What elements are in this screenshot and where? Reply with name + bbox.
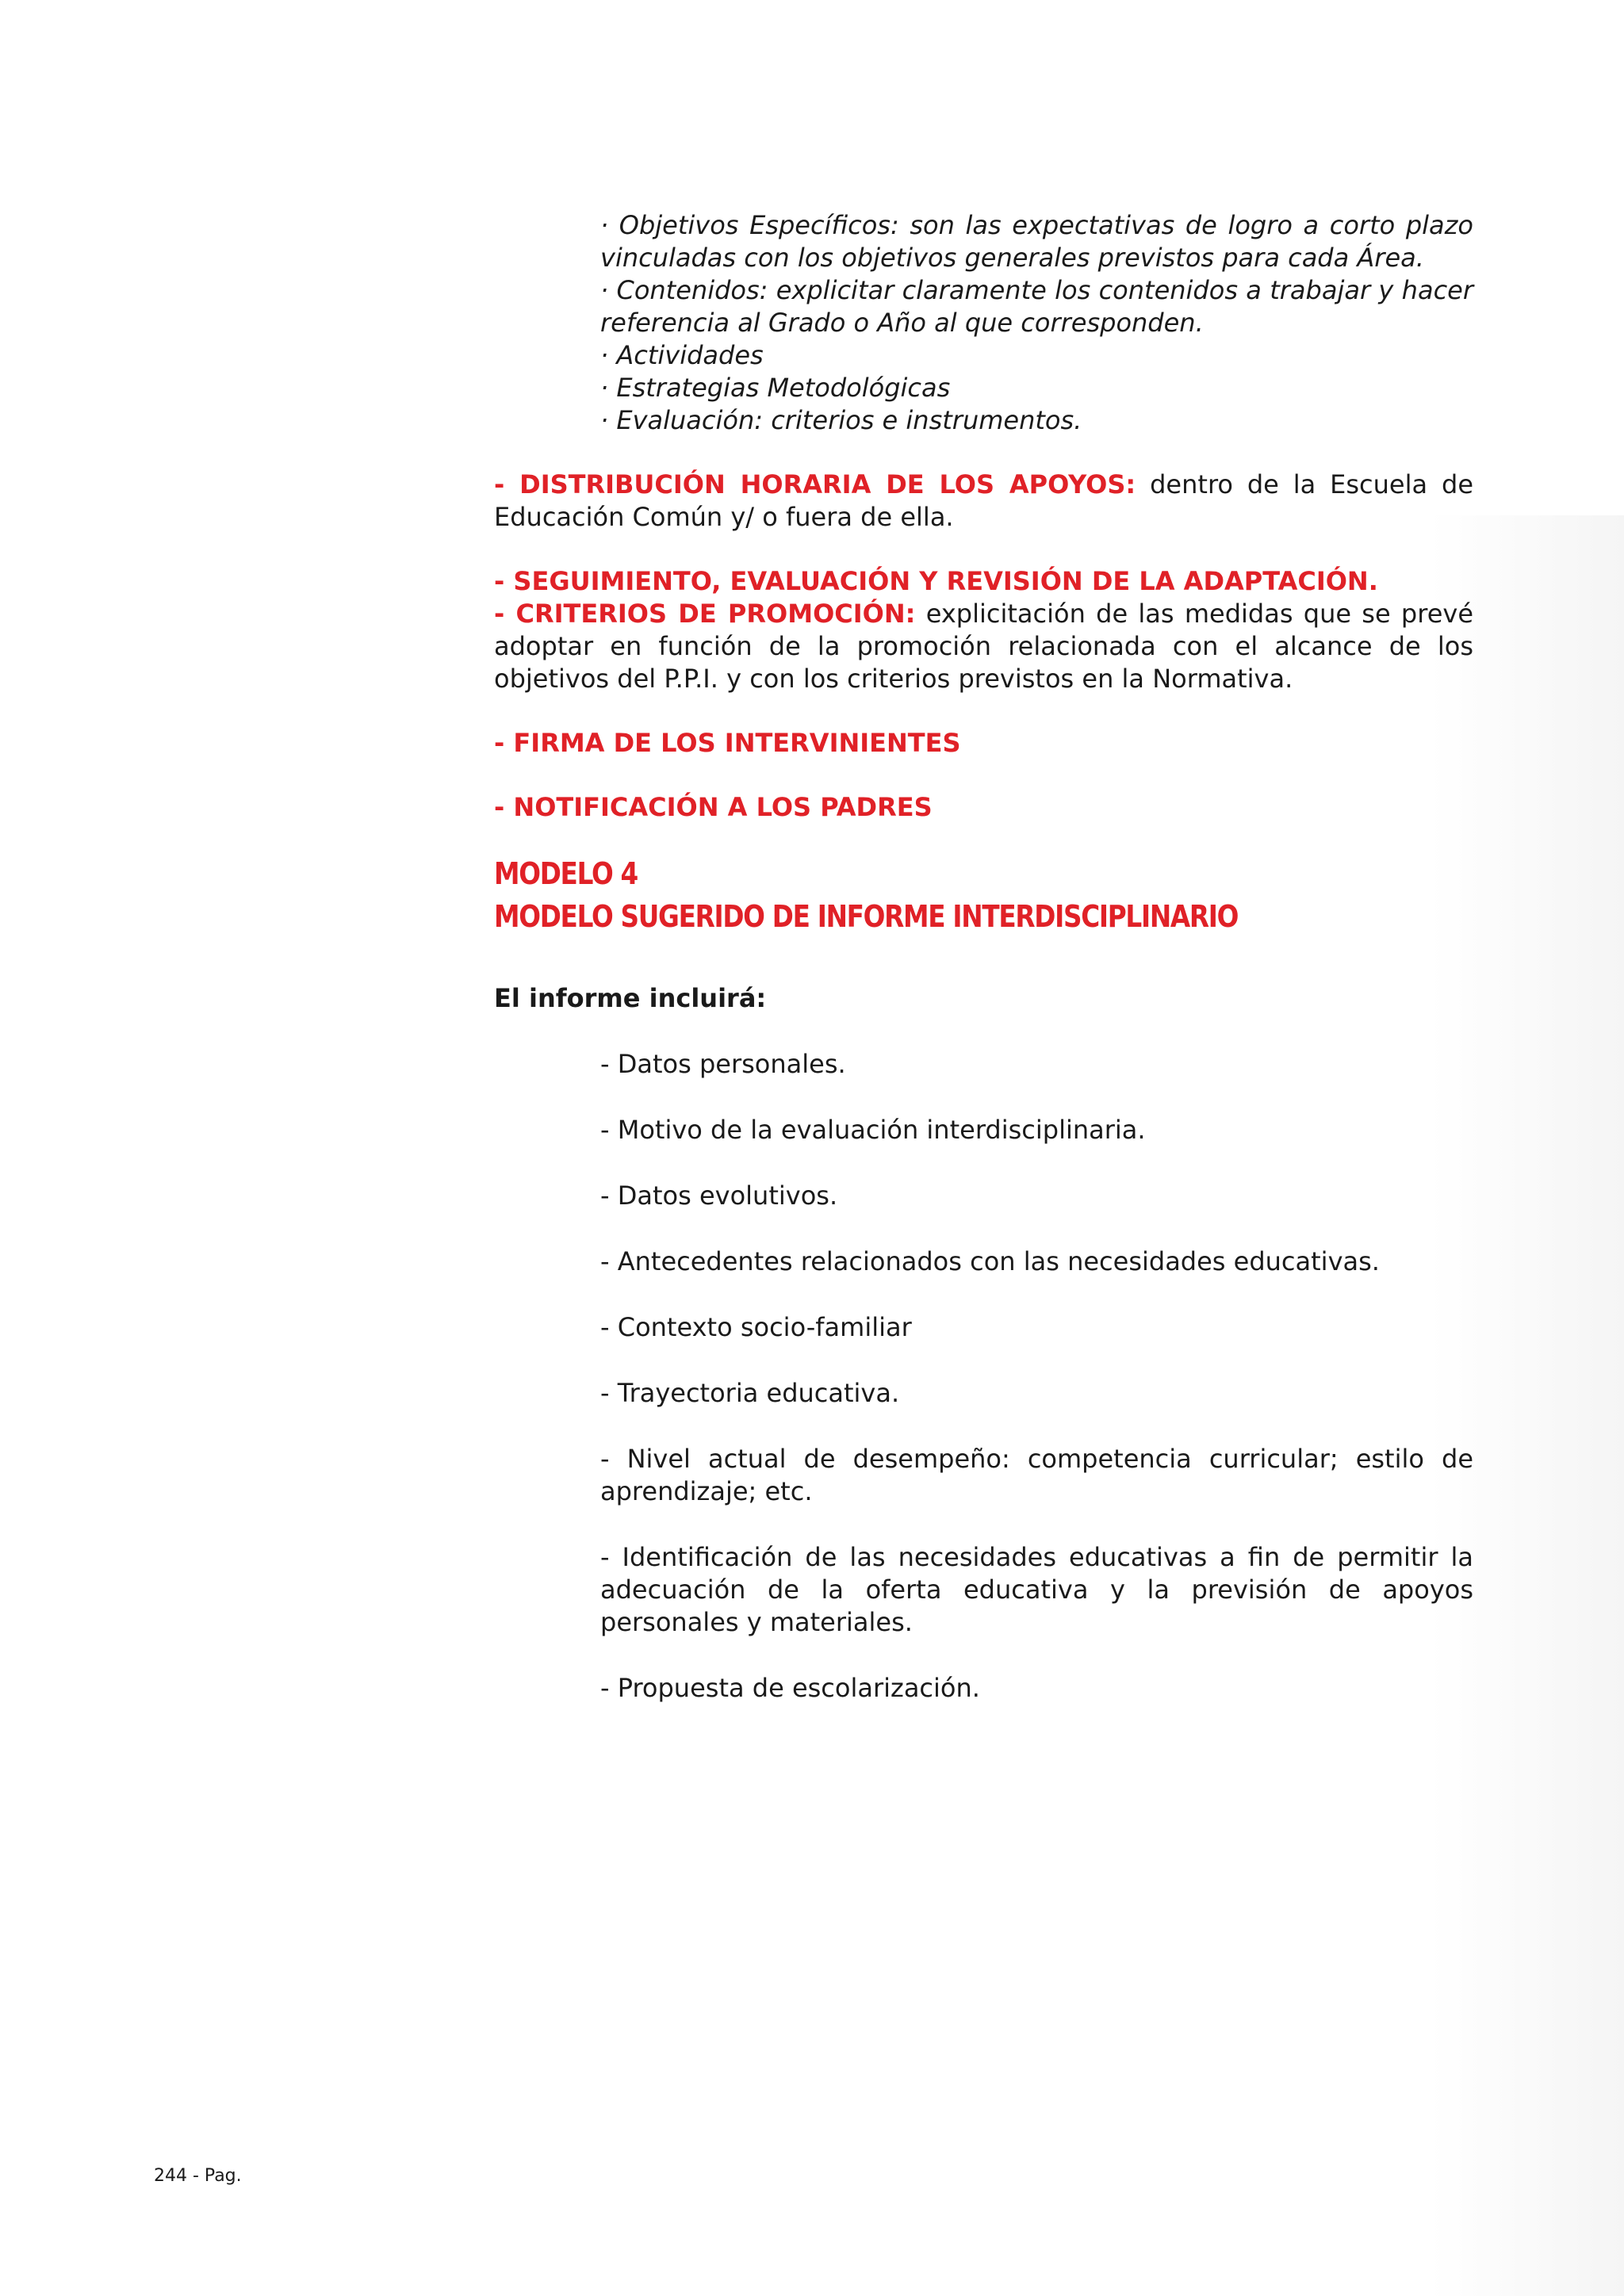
section-criterios	[494, 598, 1473, 695]
list-item: · Actividades	[600, 340, 764, 370]
section-text: explicitación de las medidas que se prevé adoptar en función de la promoción relacionada con el alcance de los objetivos del P.P.I. y con los criterios previstos en la Normativa.	[494, 599, 1474, 694]
modelo-intro: El informe incluirá:	[494, 983, 767, 1013]
list-item: - Motivo de la evaluación interdisciplinaria.	[600, 1115, 1146, 1145]
list-item: · Objetivos Específicos: son las expectativas de logro a corto plazo vinculadas con los objetivos generales previstos para cada Área.	[600, 210, 1473, 273]
list-item: - Antecedentes relacionados con las necesidades educativas.	[600, 1246, 1380, 1276]
list-item: - Datos evolutivos.	[600, 1181, 838, 1211]
objectives-list	[600, 209, 1473, 437]
section-distribucion	[494, 469, 1473, 534]
section-seguimiento: - SEGUIMIENTO, EVALUACIÓN Y REVISIÓN DE LA ADAPTACIÓN.	[494, 566, 1378, 596]
modelo-list	[600, 1048, 1473, 1705]
section-firma: - FIRMA DE LOS INTERVINIENTES	[494, 728, 961, 758]
document-body	[494, 209, 1473, 1738]
page-number: 244 - Pag.	[154, 2166, 242, 2186]
list-item: - Datos personales.	[600, 1049, 846, 1079]
list-item: · Contenidos: explicitar claramente los contenidos a trabajar y hacer referencia al Grado o Año al que corresponden.	[600, 275, 1473, 338]
section-label: - CRITERIOS DE PROMOCIÓN:	[494, 599, 916, 629]
section-label: - DISTRIBUCIÓN HORARIA DE LOS APOYOS:	[494, 469, 1136, 499]
list-item: · Evaluación: criterios e instrumentos.	[600, 405, 1082, 435]
modelo-title-line1: MODELO 4	[494, 856, 638, 891]
section-text: dentro de la Escuela de Educación Común y/ o fuera de ella.	[494, 469, 1474, 532]
list-item: - Propuesta de escolarización.	[600, 1673, 980, 1703]
list-item: - Identificación de las necesidades educativas a fin de permitir la adecuación de la oferta educativa y la previsión de apoyos personales y materiales.	[600, 1542, 1473, 1637]
list-item: - Nivel actual de desempeño: competencia curricular; estilo de aprendizaje; etc.	[600, 1444, 1473, 1506]
section-notificacion: - NOTIFICACIÓN A LOS PADRES	[494, 792, 933, 822]
list-item: - Contexto socio-familiar	[600, 1312, 912, 1342]
list-item: · Estrategias Metodológicas	[600, 373, 951, 403]
modelo-title-line2: MODELO SUGERIDO DE INFORME INTERDISCIPLINARIO	[494, 899, 1239, 934]
list-item: - Trayectoria educativa.	[600, 1378, 900, 1408]
